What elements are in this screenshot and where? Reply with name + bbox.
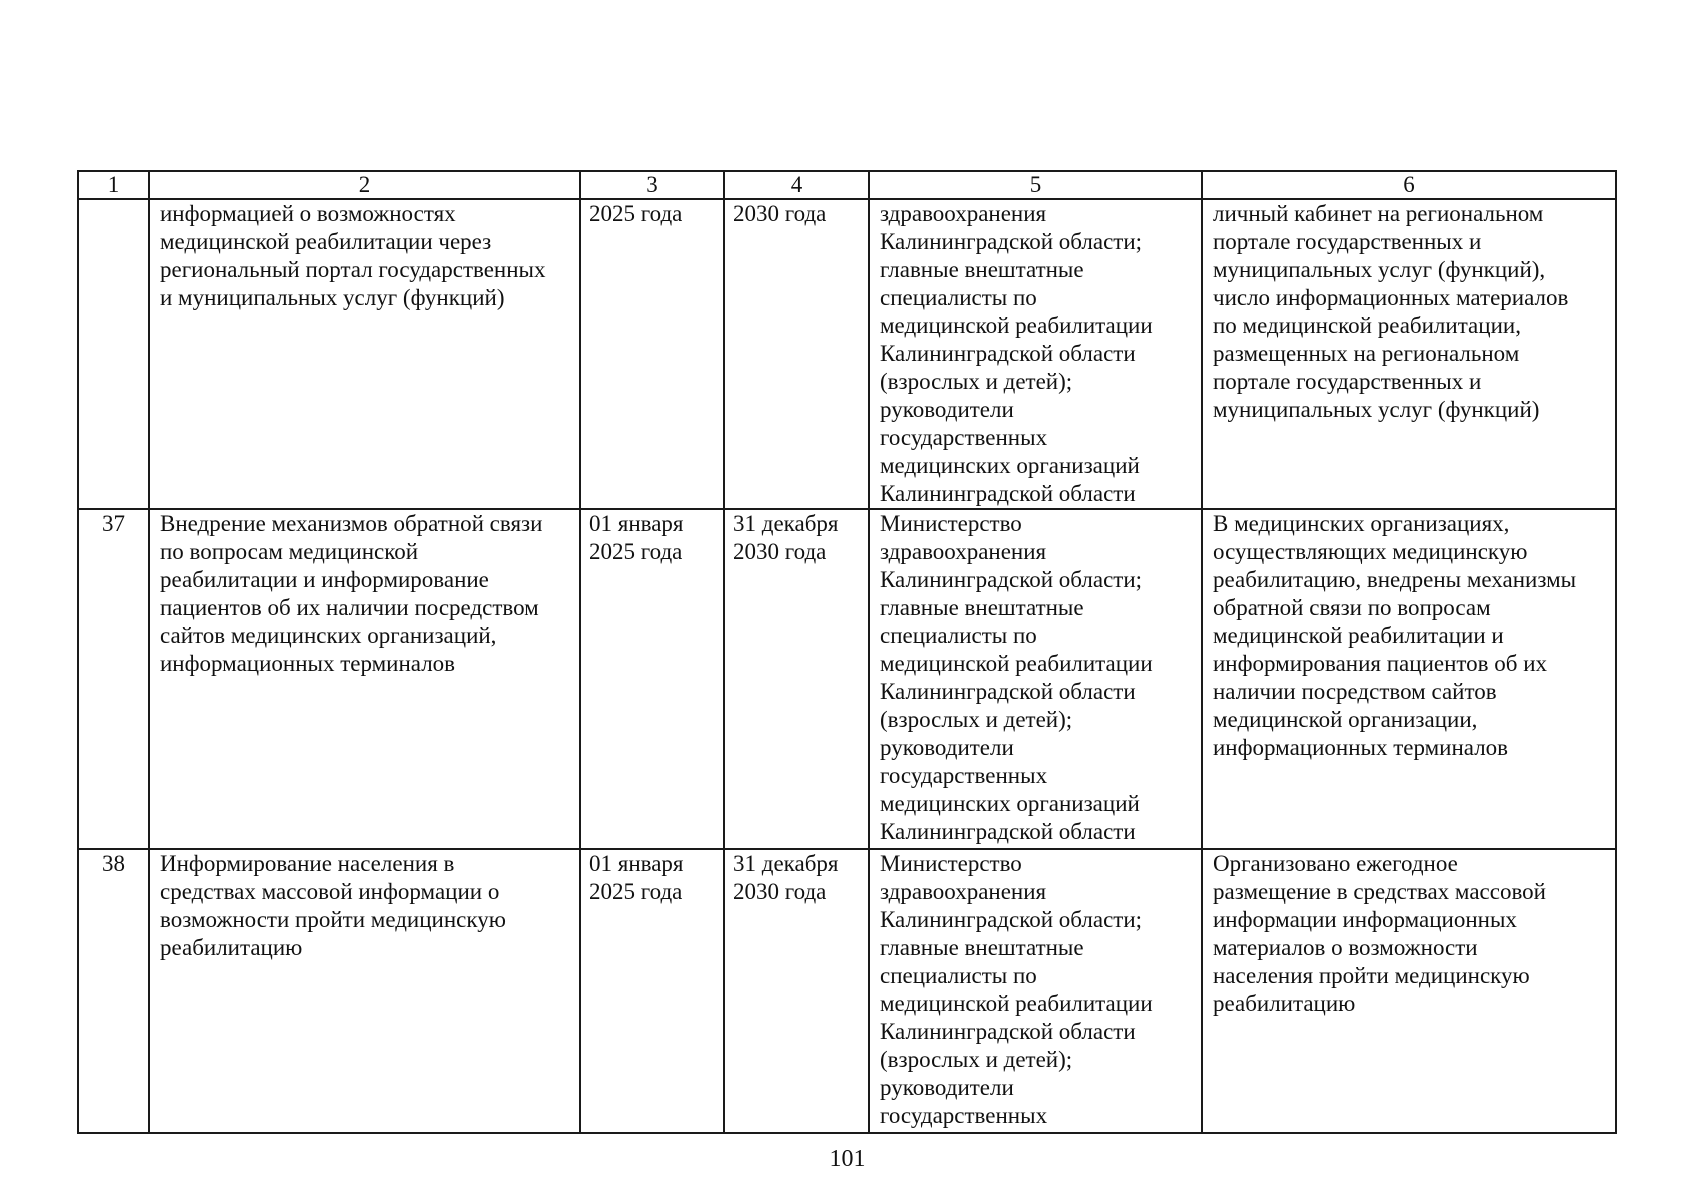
result-cell: личный кабинет на региональном портале государственных и муниципальных услуг (функций), число информационных материалов по медицинской реабилитации, размещенных на региональном портале государственных и муниципальных услуг (функций): [1202, 199, 1616, 509]
start-date-cell: 01 января 2025 года: [580, 509, 724, 849]
end-date-cell: 31 декабря 2030 года: [724, 509, 869, 849]
measure-cell: Информирование населения в средствах массовой информации о возможности пройти медицинскую реабилитацию: [149, 849, 580, 1133]
responsible-cell: Министерство здравоохранения Калининградской области; главные внештатные специалисты по медицинской реабилитации Калининградской области (взрослых и детей); руководители государственных медицинских организаций Калининградской области: [869, 509, 1202, 849]
page-number: 101: [829, 1146, 866, 1172]
row-number: 37: [78, 509, 149, 849]
responsible-cell: здравоохранения Калининградской области; главные внештатные специалисты по медицинской реабилитации Калининградской области (взрослых и детей); руководители государственных медицинских организаций Калининградской области: [869, 199, 1202, 509]
start-date-cell: 01 января 2025 года: [580, 849, 724, 1133]
measures-table: [77, 170, 1617, 1134]
responsible-cell: Министерство здравоохранения Калининградской области; главные внештатные специалисты по медицинской реабилитации Калининградской области (взрослых и детей); руководители государственных: [869, 849, 1202, 1133]
table-row: [78, 849, 1616, 1133]
measure-cell: Внедрение механизмов обратной связи по вопросам медицинской реабилитации и информирование пациентов об их наличии посредством сайтов медицинских организаций, информационных терминалов: [149, 509, 580, 849]
header-col-2: 2: [149, 171, 580, 199]
end-date-cell: 31 декабря 2030 года: [724, 849, 869, 1133]
header-col-1: 1: [78, 171, 149, 199]
start-date-cell: 2025 года: [580, 199, 724, 509]
header-col-6: 6: [1202, 171, 1616, 199]
header-col-5: 5: [869, 171, 1202, 199]
result-cell: Организовано ежегодное размещение в средствах массовой информации информационных материалов о возможности населения пройти медицинскую реабилитацию: [1202, 849, 1616, 1133]
row-number: [78, 199, 149, 509]
result-cell: В медицинских организациях, осуществляющих медицинскую реабилитацию, внедрены механизмы обратной связи по вопросам медицинской реабилитации и информирования пациентов об их наличии посредством сайтов медицинской организации, информационных терминалов: [1202, 509, 1616, 849]
end-date-cell: 2030 года: [724, 199, 869, 509]
table-header-row: [78, 171, 1616, 199]
table-row: [78, 509, 1616, 849]
row-number: 38: [78, 849, 149, 1133]
table-row: [78, 199, 1616, 509]
header-col-3: 3: [580, 171, 724, 199]
measure-cell: информацией о возможностях медицинской реабилитации через региональный портал государственных и муниципальных услуг (функций): [149, 199, 580, 509]
header-col-4: 4: [724, 171, 869, 199]
